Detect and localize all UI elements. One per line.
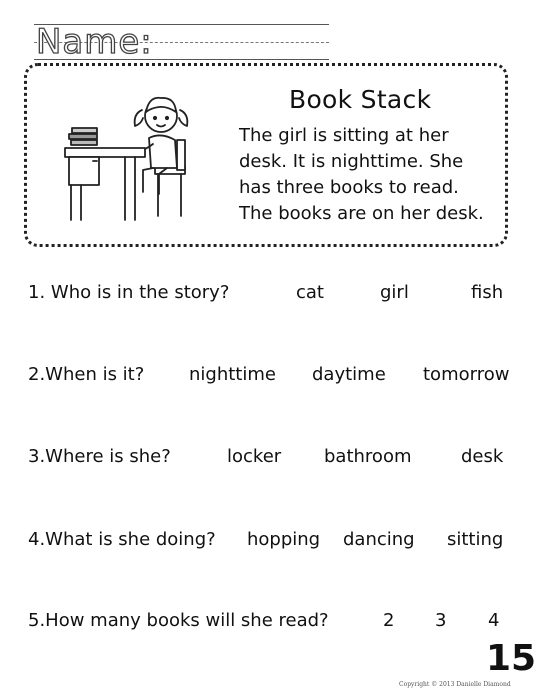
answer-option-nighttime[interactable]: nighttime [189, 364, 276, 385]
answer-option-2[interactable]: 2 [383, 610, 395, 631]
answer-option-daytime[interactable]: daytime [312, 364, 386, 385]
question-prompt: 3.Where is she? [28, 446, 171, 467]
answer-option-desk[interactable]: desk [461, 446, 504, 467]
story-line: The books are on her desk. [239, 203, 484, 224]
story-title: Book Stack [289, 85, 432, 114]
name-field[interactable] [34, 14, 334, 60]
answer-option-hopping[interactable]: hopping [247, 529, 321, 550]
copyright-text: Copyright © 2013 Danielle Diamond [399, 681, 511, 688]
question-2 [28, 364, 520, 394]
question-prompt: 2.When is it? [28, 364, 145, 385]
answer-option-girl[interactable]: girl [380, 282, 409, 303]
answer-option-tomorrow[interactable]: tomorrow [423, 364, 510, 385]
story-line: The girl is sitting at her [239, 125, 449, 146]
answer-option-sitting[interactable]: sitting [447, 529, 504, 550]
name-label: Name: [36, 22, 153, 62]
question-prompt: 5.How many books will she read? [28, 610, 329, 631]
answer-option-4[interactable]: 4 [488, 610, 500, 631]
page-number: 15 [486, 638, 537, 679]
question-prompt: 4.What is she doing? [28, 529, 216, 550]
answer-option-fish[interactable]: fish [471, 282, 504, 303]
story-box [24, 63, 508, 247]
answer-option-bathroom[interactable]: bathroom [324, 446, 412, 467]
question-4 [28, 529, 520, 559]
answer-option-cat[interactable]: cat [296, 282, 324, 303]
question-3 [28, 446, 520, 476]
story-line: desk. It is nighttime. She [239, 151, 464, 172]
question-prompt: 1. Who is in the story? [28, 282, 230, 303]
story-line: has three books to read. [239, 177, 459, 198]
answer-option-3[interactable]: 3 [435, 610, 447, 631]
answer-option-dancing[interactable]: dancing [343, 529, 415, 550]
answer-option-locker[interactable]: locker [227, 446, 282, 467]
story-text [239, 123, 509, 227]
question-5 [28, 610, 520, 640]
question-1 [28, 282, 520, 312]
girl-at-desk-illustration [63, 88, 193, 228]
